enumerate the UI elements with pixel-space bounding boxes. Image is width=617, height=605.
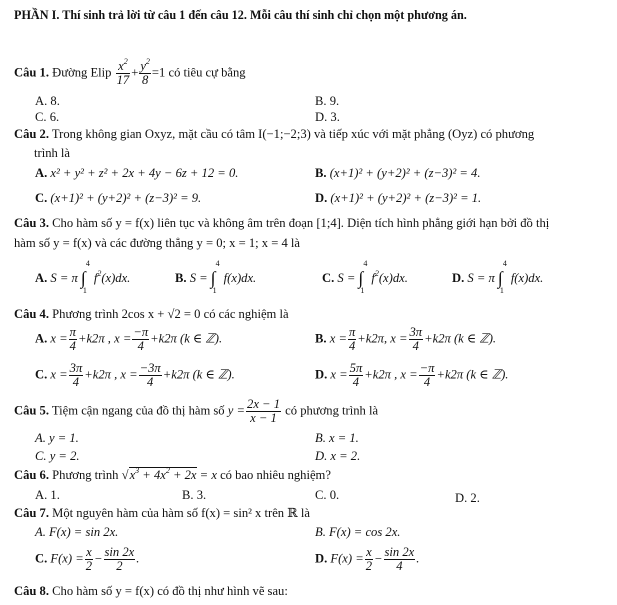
q7-option-d[interactable]: D. F(x) = $\frac{x}{2}$ − $\frac{\sin 2x}{4}$ . [315,545,420,574]
question-7: Câu 7. Một nguyên hàm của hàm số f(x) = sin² x trên ℝ là [14,506,310,520]
q3-option-a[interactable]: A. S = π 4 ∫ 1 $f^2(x)dx$. [35,259,131,295]
question-5: Câu 5. Tiệm cận ngang của đồ thị hàm số y = $\frac{2x - 1}{x - 1}$ có phương trình là [14,397,379,426]
q2-option-c[interactable]: C. (x+1)² + (y+2)² + (z−3)² = 9. [35,191,202,205]
question-8: Câu 8. Cho hàm số y = f(x) có đồ thị như hình vẽ sau: [14,584,288,598]
q4-option-a[interactable]: A. x = $\frac{\pi}{4}$ +k2π , x = $\frac{-\pi}{4}$ +k2π (k ∈ ℤ). [35,325,223,354]
question-6: Câu 6. Phương trình $√x^3 + 4x^2 + 2x = x$ có bao nhiêu nghiệm? [14,466,331,482]
ellipse-x-term: $\frac{x^2}{17}$ [116,57,130,88]
q6-option-c[interactable]: C. 0. [315,488,340,502]
q4-option-b[interactable]: B. x = $\frac{\pi}{4}$ +k2π, x = $\frac{3\pi}{4}$ +k2π (k ∈ ℤ). [315,325,497,354]
q5-option-c[interactable]: C. y = 2. [35,449,80,463]
question-3-cont: hàm số y = f(x) và các đường thẳng y = 0; x = 1; x = 4 là [14,236,301,250]
question-2-cont: trình là [34,146,71,160]
q7-option-a[interactable]: A. F(x) = sin 2x. [35,525,119,539]
q6-option-a[interactable]: A. 1. [35,488,60,502]
q1-option-d[interactable]: D. 3. [315,110,340,124]
function-fraction: $\frac{2x - 1}{x - 1}$ [247,397,280,426]
q5-option-b[interactable]: B. x = 1. [315,431,359,445]
q2-option-a[interactable]: A. x² + y² + z² + 2x + 4y − 6z + 12 = 0. [35,166,239,180]
question-2: Câu 2. Trong không gian Oxyz, mặt cầu có tâm I(−1;−2;3) và tiếp xúc với mặt phẳng (Oyz) có phương [14,127,535,141]
q1-option-a[interactable]: A. 8. [35,94,60,108]
q5-option-a[interactable]: A. y = 1. [35,431,79,445]
q7-option-c[interactable]: C. F(x) = $\frac{x}{2}$ − $\frac{\sin 2x}{2}$ . [35,545,140,574]
q1-option-c[interactable]: C. 6. [35,110,60,124]
q4-option-d[interactable]: D. x = $\frac{5\pi}{4}$ +k2π , x = $\frac{-\pi}{4}$ +k2π (k ∈ ℤ). [315,361,509,390]
section-header: PHẦN I. Thí sinh trả lời từ câu 1 đến câu 12. Mỗi câu thí sinh chỉ chọn một phương án. [14,8,467,22]
question-4: Câu 4. Phương trình 2cos x + √2 = 0 có các nghiệm là [14,307,289,321]
q6-option-d[interactable]: D. 2. [455,491,480,505]
q6-option-b[interactable]: B. 3. [182,488,207,502]
q3-option-b[interactable]: B. S = 4 ∫ 1 f(x)dx. [175,259,257,295]
q2-option-d[interactable]: D. (x+1)² + (y+2)² + (z−3)² = 1. [315,191,482,205]
q3-option-d[interactable]: D. S = π 4 ∫ 1 f(x)dx. [452,259,544,295]
q1-option-b[interactable]: B. 9. [315,94,340,108]
q4-option-c[interactable]: C. x = $\frac{3\pi}{4}$ +k2π , x = $\frac{-3\pi}{4}$ +k2π (k ∈ ℤ). [35,361,235,390]
q5-option-d[interactable]: D. x = 2. [315,449,361,463]
q7-option-b[interactable]: B. F(x) = cos 2x. [315,525,401,539]
question-1: Câu 1. Đường Elip $\frac{x^2}{17}$ + $\frac{y^2}{8}$ =1 có tiêu cự bằng [14,57,246,88]
question-3: Câu 3. Cho hàm số y = f(x) liên tục và không âm trên đoạn [1;4]. Diện tích hình phẳng giới hạn bởi đồ thị [14,216,550,230]
q3-option-c[interactable]: C. S = 4 ∫ 1 $f^2(x)dx$. [322,259,408,295]
q2-option-b[interactable]: B. (x+1)² + (y+2)² + (z−3)² = 4. [315,166,481,180]
ellipse-y-term: $\frac{y^2}{8}$ [140,57,150,88]
